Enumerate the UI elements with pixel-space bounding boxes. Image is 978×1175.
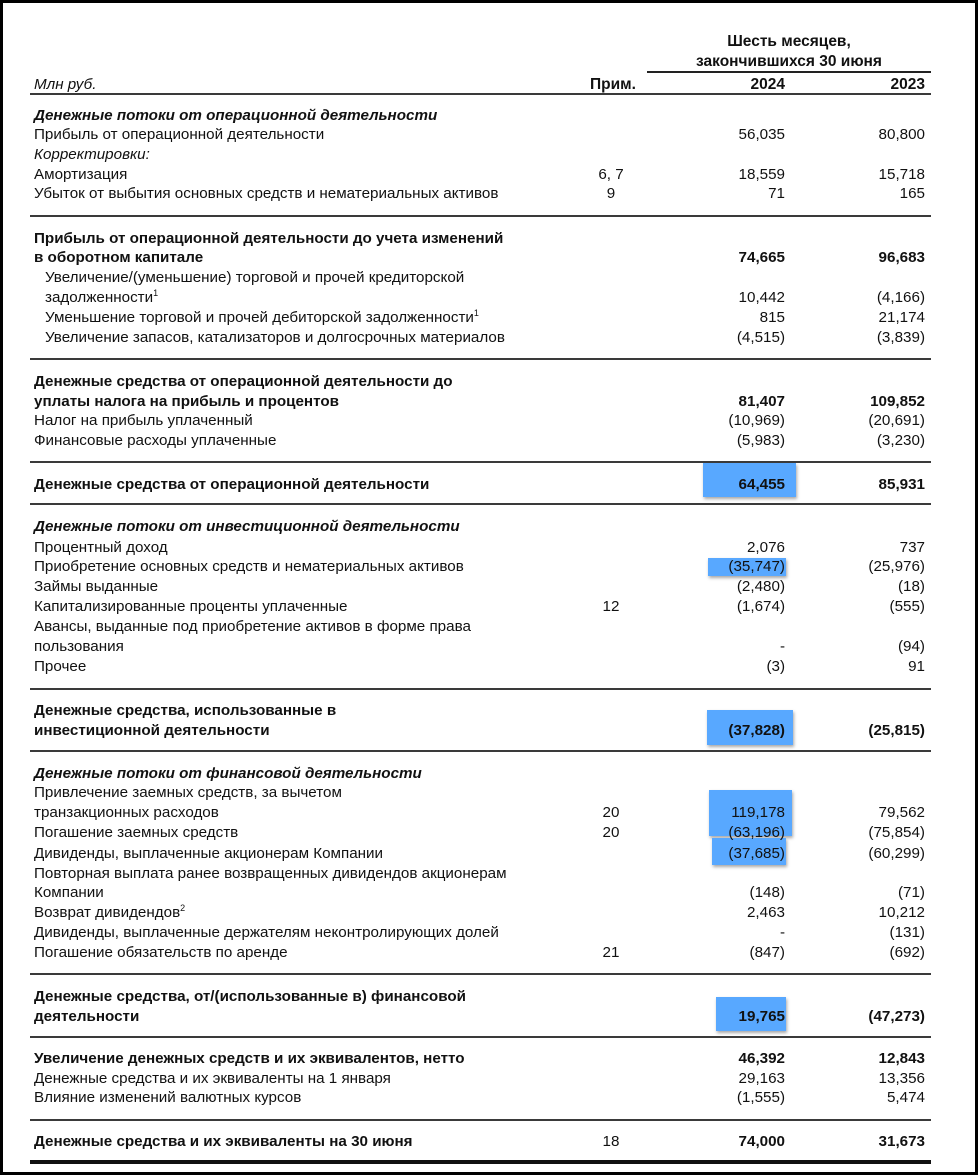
closing-cash-label: Денежные средства и их эквиваленты на 30 июня xyxy=(34,1133,413,1150)
value-2023: (25,976) xyxy=(868,558,925,575)
closing-double-rule xyxy=(30,1160,931,1164)
row-label: Амортизация xyxy=(34,166,128,183)
subtotal-label-line2: в оборотном капитале xyxy=(34,249,204,266)
note-column-header: Прим. xyxy=(590,76,636,93)
value-2024: 119,178 xyxy=(731,804,785,821)
value-2023: 21,174 xyxy=(878,309,925,326)
operating-total-label: Денежные средства от операционной деятельности xyxy=(34,476,430,493)
row-label: Уменьшение торговой и прочей дебиторской задолженности$^1$ xyxy=(45,308,479,326)
row-label: Денежные средства и их эквиваленты на 1 января xyxy=(34,1070,391,1087)
section-rule xyxy=(30,1036,931,1038)
value-2023: (131) xyxy=(889,924,925,941)
section-rule xyxy=(30,973,931,975)
cash-flow-table xyxy=(3,3,975,1172)
closing-cash-2024: 74,000 xyxy=(738,1133,785,1150)
financing-total-label-line1: Денежные средства, от/(использованные в) финансовой xyxy=(34,988,466,1005)
row-label: Убыток от выбытия основных средств и нематериальных активов xyxy=(34,185,499,202)
value-2023: (692) xyxy=(889,944,925,961)
section-rule xyxy=(30,503,931,505)
value-2024: (1,555) xyxy=(736,1089,785,1106)
value-2023: 5,474 xyxy=(886,1089,925,1106)
value-2024: (5,983) xyxy=(736,432,785,449)
section-rule xyxy=(30,358,931,360)
note-ref: 21 xyxy=(602,944,620,961)
value-2024: - xyxy=(779,924,785,941)
section-rule xyxy=(30,750,931,752)
value-2023: 91 xyxy=(908,658,925,675)
value-2024: - xyxy=(779,638,785,655)
section-rule xyxy=(30,461,931,463)
value-2023: 79,562 xyxy=(878,804,925,821)
value-2024: (3) xyxy=(766,658,785,675)
adjustments-label: Корректировки: xyxy=(34,146,150,163)
period-header-line1: Шесть месяцев, xyxy=(727,33,851,50)
value-2023: 737 xyxy=(899,539,925,556)
operating-section-title: Денежные потоки от операционной деятельности xyxy=(34,107,438,124)
value-2024: 56,035 xyxy=(738,126,785,143)
row-label-line1: Повторная выплата ранее возвращенных дивидендов акционерам xyxy=(34,865,507,882)
row-label: Дивиденды, выплаченные держателям неконтролирующих долей xyxy=(34,924,499,941)
closing-cash-2023: 31,673 xyxy=(878,1133,925,1150)
value-2023: 96,683 xyxy=(878,249,925,266)
value-2024: (847) xyxy=(749,944,785,961)
row-label-line1: Авансы, выданные под приобретение активов в форме права xyxy=(34,618,471,635)
year-2024-header: 2024 xyxy=(750,76,785,93)
financing-section-title: Денежные потоки от финансовой деятельности xyxy=(34,765,422,782)
value-2023: 13,356 xyxy=(878,1070,925,1087)
subtotal-label-line2: уплаты налога на прибыль и процентов xyxy=(34,393,339,410)
subtotal-label-line1: Прибыль от операционной деятельности до учета изменений xyxy=(34,230,504,247)
operating-total-2023: 85,931 xyxy=(878,476,925,493)
header-rule xyxy=(30,93,931,95)
value-2023: 15,718 xyxy=(878,166,925,183)
value-2024: 74,665 xyxy=(738,249,785,266)
financing-total-2024: 19,765 xyxy=(738,1008,785,1025)
note-ref: 12 xyxy=(602,598,620,615)
section-rule xyxy=(30,1119,931,1121)
investing-total-2024: (37,828) xyxy=(728,722,785,739)
note-ref: 9 xyxy=(606,185,616,202)
unit-label: Млн руб. xyxy=(34,76,97,93)
note-ref: 20 xyxy=(602,824,620,841)
value-2024: 46,392 xyxy=(738,1050,785,1067)
net-increase-label: Увеличение денежных средств и их эквивалентов, нетто xyxy=(34,1050,465,1067)
investing-total-label-line1: Денежные средства, использованные в xyxy=(34,702,337,719)
value-2024: 29,163 xyxy=(738,1070,785,1087)
value-2023: (71) xyxy=(897,884,925,901)
row-label: Финансовые расходы уплаченные xyxy=(34,432,277,449)
row-label: Погашение заемных средств xyxy=(34,824,239,841)
row-label-line2: задолженности$^1$ xyxy=(45,288,159,306)
value-2024: (2,480) xyxy=(736,578,785,595)
value-2023: (4,166) xyxy=(876,289,925,306)
value-2024: (37,685) xyxy=(728,845,785,862)
row-label: Прочее xyxy=(34,658,87,675)
period-header-line2: закончившихся 30 июня xyxy=(696,53,882,70)
investing-total-2023: (25,815) xyxy=(868,722,925,739)
financing-total-2023: (47,273) xyxy=(868,1008,925,1025)
section-rule xyxy=(30,688,931,690)
note-ref: 20 xyxy=(602,804,620,821)
value-2024: (10,969) xyxy=(728,412,785,429)
value-2024: 18,559 xyxy=(738,166,785,183)
value-2023: (20,691) xyxy=(868,412,925,429)
document-page xyxy=(3,3,975,1172)
value-2023: (18) xyxy=(897,578,925,595)
row-label: Налог на прибыль уплаченный xyxy=(34,412,253,429)
operating-total-2024: 64,455 xyxy=(738,476,785,493)
row-label: Прибыль от операционной деятельности xyxy=(34,126,325,143)
value-2024: 2,076 xyxy=(746,539,785,556)
value-2024: (148) xyxy=(749,884,785,901)
value-2024: 815 xyxy=(759,309,785,326)
row-label: Дивиденды, выплаченные акционерам Компании xyxy=(34,845,384,862)
row-label: Займы выданные xyxy=(34,578,159,595)
value-2024: 81,407 xyxy=(738,393,785,410)
row-label-line1: Привлечение заемных средств, за вычетом xyxy=(34,784,342,801)
subtotal-label-line1: Денежные средства от операционной деятельности до xyxy=(34,373,453,390)
row-label-line2: Компании xyxy=(34,884,104,901)
investing-section-title: Денежные потоки от инвестиционной деятельности xyxy=(34,518,460,535)
row-label-line1: Увеличение/(уменьшение) торговой и прочей кредиторской xyxy=(45,269,465,286)
value-2023: 165 xyxy=(899,185,925,202)
section-rule xyxy=(30,215,931,217)
value-2023: (3,230) xyxy=(876,432,925,449)
value-2023: (555) xyxy=(889,598,925,615)
value-2023: 12,843 xyxy=(878,1050,925,1067)
value-2023: (75,854) xyxy=(868,824,925,841)
row-label: Погашение обязательств по аренде xyxy=(34,944,288,961)
row-label-line2: транзакционных расходов xyxy=(34,804,219,821)
value-2023: 10,212 xyxy=(878,904,925,921)
period-header-rule xyxy=(647,71,931,73)
value-2024: 2,463 xyxy=(746,904,785,921)
value-2024: (4,515) xyxy=(736,329,785,346)
value-2023: 80,800 xyxy=(878,126,925,143)
year-2023-header: 2023 xyxy=(890,76,925,93)
value-2024: 71 xyxy=(768,185,785,202)
financing-total-label-line2: деятельности xyxy=(34,1008,140,1025)
note-ref: 6, 7 xyxy=(598,166,624,183)
row-label: Влияние изменений валютных курсов xyxy=(34,1089,302,1106)
value-2023: (3,839) xyxy=(876,329,925,346)
row-label-line2: пользования xyxy=(34,638,124,655)
value-2023: (94) xyxy=(897,638,925,655)
value-2024: (35,747) xyxy=(728,558,785,575)
note-ref: 18 xyxy=(602,1133,620,1150)
value-2023: (60,299) xyxy=(868,845,925,862)
row-label: Увеличение запасов, катализаторов и долгосрочных материалов xyxy=(45,329,505,346)
row-label: Капитализированные проценты уплаченные xyxy=(34,598,348,615)
row-label: Процентный доход xyxy=(34,539,168,556)
value-2023: 109,852 xyxy=(870,393,925,410)
row-label: Приобретение основных средств и нематериальных активов xyxy=(34,558,464,575)
value-2024: 10,442 xyxy=(738,289,785,306)
value-2024: (1,674) xyxy=(736,598,785,615)
row-label: Возврат дивидендов$^2$ xyxy=(34,903,186,921)
investing-total-label-line2: инвестиционной деятельности xyxy=(34,722,270,739)
value-2024: (63,196) xyxy=(728,824,785,841)
